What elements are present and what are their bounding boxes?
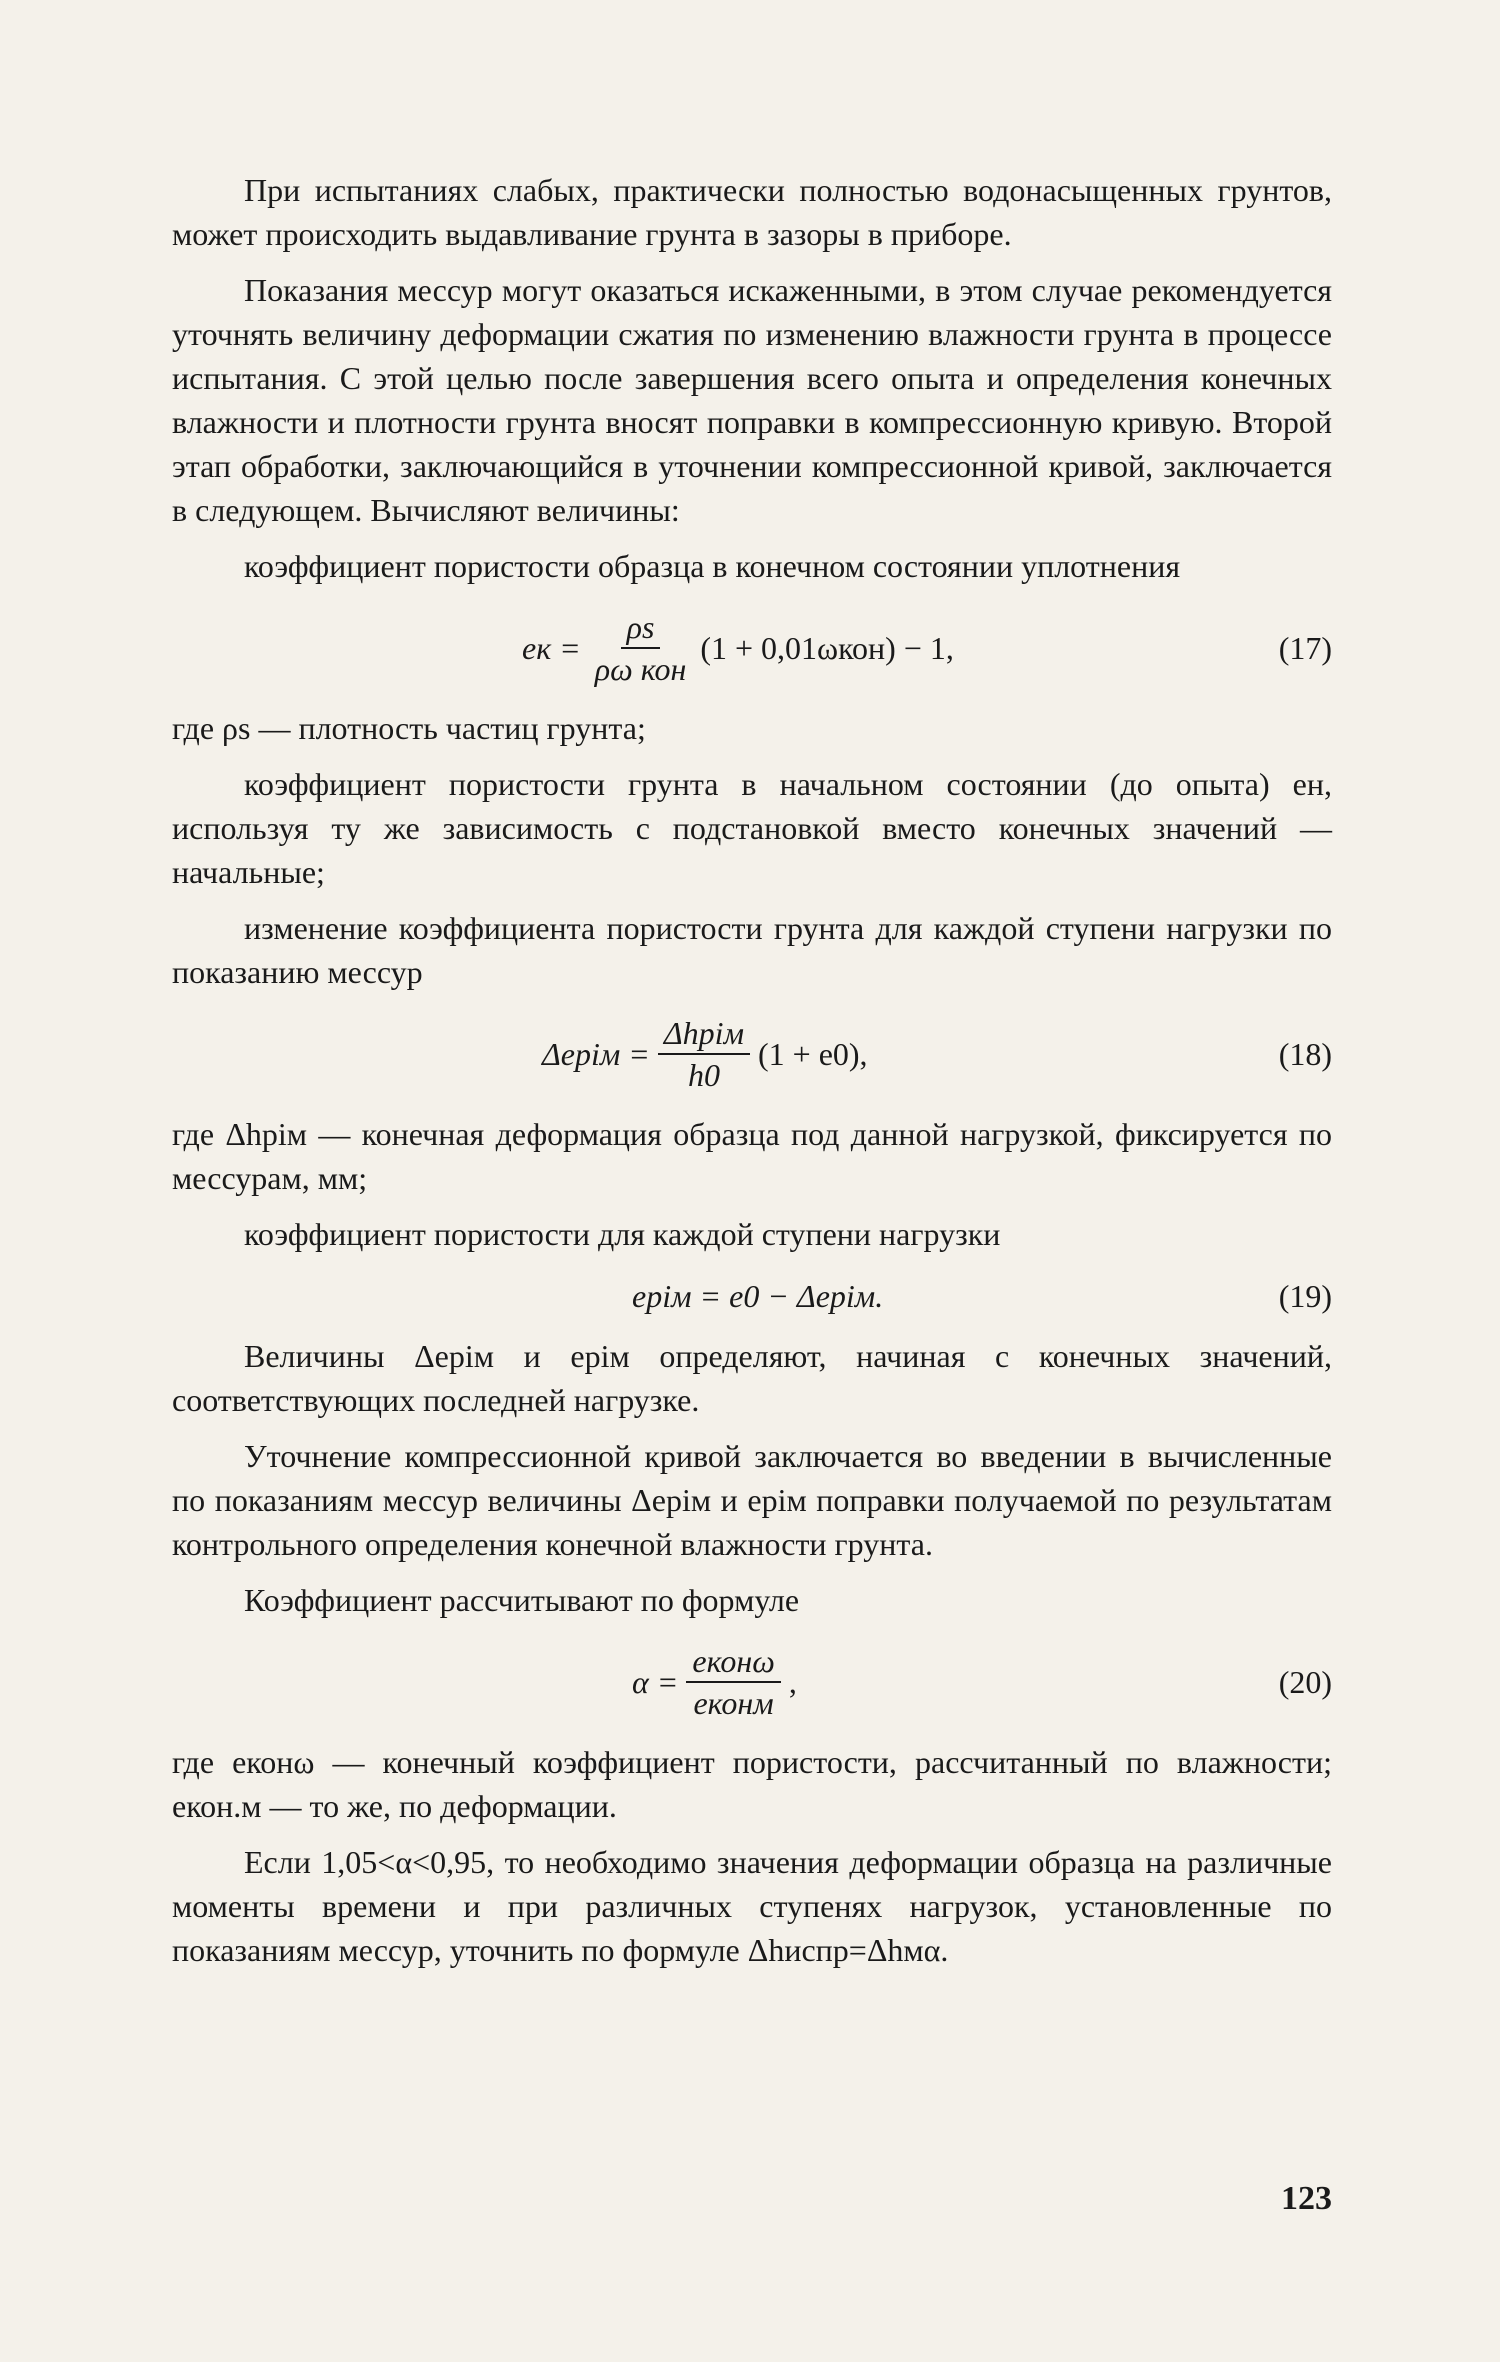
formula-20 xyxy=(172,1634,1332,1730)
fraction xyxy=(686,1641,780,1723)
formula-expression: epiм = e0 − Δepiм. xyxy=(632,1278,884,1314)
equation-number: (17) xyxy=(1278,630,1332,666)
fraction xyxy=(589,607,693,689)
fraction-denominator: eконм xyxy=(693,1685,774,1721)
equation-number: (19) xyxy=(1278,1278,1332,1314)
equation-number: (18) xyxy=(1278,1036,1332,1072)
page-number: 123 xyxy=(1281,2180,1332,2217)
paragraph: изменение коэффициента пористости грунта для каждой ступени нагрузки по показанию мессур xyxy=(172,910,1332,990)
formula-rhs: (1 + e0), xyxy=(757,1036,868,1072)
fraction-denominator: ρω кон xyxy=(594,651,687,687)
paragraph: коэффициент пористости грунта в начальном состоянии (до опыта) eн, используя ту же зависимость с подстановкой вместо конечных значений — начальные; xyxy=(172,766,1332,890)
formula-lhs: α = xyxy=(632,1664,679,1700)
paragraph: Показания мессур могут оказаться искаженными, в этом случае рекомендуется уточнять величину деформации сжатия по изменению влажности грунта в процессе испытания. С этой целью после завершения всего опыта и определения конечных влажности и плотности грунта вносят поправки в компрессионную кривую. Второй этап обработки, заключающийся в уточнении компрессионной кривой, заключается в следующем. Вычисляют величины: xyxy=(172,272,1332,528)
formula-lhs: eк = xyxy=(522,630,581,666)
paragraph: Коэффициент рассчитывают по формуле xyxy=(244,1582,800,1618)
paragraph: где ρs — плотность частиц грунта; xyxy=(172,710,646,746)
fraction xyxy=(658,1013,750,1095)
paragraph: где Δhpiм — конечная деформация образца под данной нагрузкой, фиксируется по мессурам, мм; xyxy=(172,1116,1332,1196)
formula-18 xyxy=(172,1006,1332,1102)
paragraph: Величины Δepiм и epiм определяют, начиная с конечных значений, соответствующих последней нагрузке. xyxy=(172,1338,1332,1418)
paragraph: При испытаниях слабых, практически полностью водонасыщенных грунтов, может происходить выдавливание грунта в зазоры в приборе. xyxy=(172,172,1332,252)
formula-19 xyxy=(172,1268,1332,1324)
paragraph: коэффициент пористости образца в конечном состоянии уплотнения xyxy=(244,548,1181,584)
fraction-denominator: h0 xyxy=(687,1057,720,1093)
paragraph: где eконω — конечный коэффициент пористости, рассчитанный по влажности; eкон.м — то же, по деформации. xyxy=(172,1744,1332,1824)
fraction-numerator: eконω xyxy=(686,1641,780,1683)
fraction-numerator: Δhpiм xyxy=(658,1013,750,1055)
formula-rhs: (1 + 0,01ωкон) − 1, xyxy=(700,630,954,666)
paragraph: коэффициент пористости для каждой ступени нагрузки xyxy=(244,1216,1001,1252)
paragraph: Уточнение компрессионной кривой заключается во введении в вычисленные по показаниям мессур величины Δepiм и epiм поправки получаемой по результатам контрольного определения конечной влажности грунта. xyxy=(172,1438,1332,1562)
formula-lhs: Δepiм = xyxy=(542,1036,650,1072)
paragraph: Если 1,05<α<0,95, то необходимо значения деформации образца на различные моменты времени и при различных ступенях нагрузок, установленные по показаниям мессур, уточнить по формуле Δhиспр=Δhмα. xyxy=(172,1844,1332,1968)
equation-number: (20) xyxy=(1278,1664,1332,1700)
page-body xyxy=(172,168,1332,1972)
fraction-numerator: ρs xyxy=(621,607,661,649)
formula-rhs: , xyxy=(788,1664,797,1700)
formula-17 xyxy=(172,600,1332,696)
